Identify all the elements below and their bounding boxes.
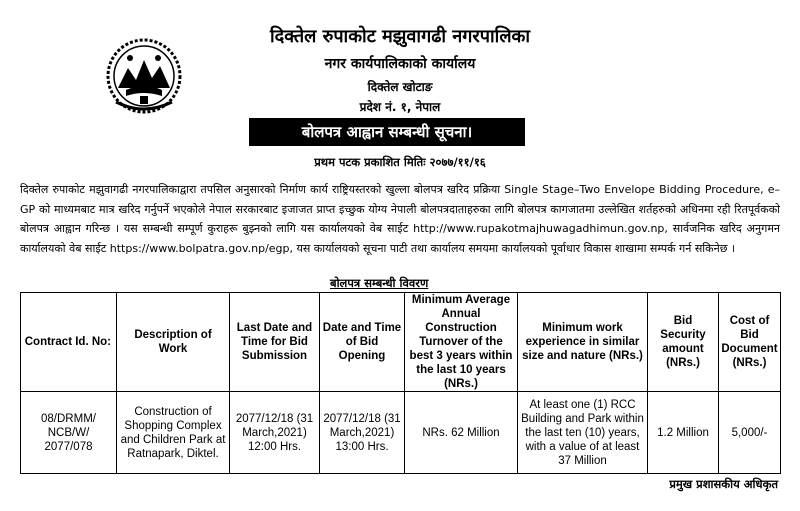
section-title: बोलपत्र सम्बन्धी विवरण <box>330 276 429 290</box>
header-bid-document-cost: Cost of Bid Document (NRs.) <box>719 293 781 392</box>
header-contract-id: Contract Id. No: <box>21 293 117 392</box>
header-description: Description of Work <box>117 293 230 392</box>
cell-opening-date: 2077/12/18 (31 March,2021) 13:00 Hrs. <box>320 392 405 474</box>
header-last-date: Last Date and Time for Bid Submission <box>230 293 320 392</box>
cell-work-experience: At least one (1) RCC Building and Park within the last ten (10) years, with a value of at least 37 Million <box>518 392 648 474</box>
office-location: दिक्तेल खोटाङ <box>367 80 433 94</box>
table-header-row <box>21 293 781 392</box>
cell-bid-document-cost: 5,000/- <box>719 392 781 474</box>
signature-title: प्रमुख प्रशासकीय अधिकृत <box>669 477 778 491</box>
municipality-name: दिक्तेल रुपाकोट मझुवागढी नगरपालिका <box>269 26 531 47</box>
header-turnover: Minimum Average Annual Construction Turnover of the best 3 years within the last 10 years (NRs.) <box>405 293 518 392</box>
notice-title: बोलपत्र आह्वान सम्बन्धी सूचना। <box>249 118 525 146</box>
cell-contract-id: 08/DRMM/ NCB/W/ 2077/078 <box>21 392 117 474</box>
header-bid-security: Bid Security amount (NRs.) <box>648 293 719 392</box>
cell-last-date: 2077/12/18 (31 March,2021) 12:00 Hrs. <box>230 392 320 474</box>
header-work-experience: Minimum work experience in similar size and nature (NRs.) <box>518 293 648 392</box>
notice-body: दिक्तेल रुपाकोट मझुवागढी नगरपालिकाद्वारा तपसिल अनुसारको निर्माण कार्य राष्ट्रियस्तरको खुल्ला बोलपत्र खरिद प्रक्रिया Single Stage–Two Envelope Bidding Procedure, e–GP को माध्यमबाट मात्र खरिद गर्नुपर्ने भएकोले नेपाल सरकारबाट इजाजत प्राप्त इच्छुक योग्य नेपाली बोलपत्रदाताहरुका लागि बोलपत्र कागजातमा उल्लेखित शर्तहरुको अधिनमा रही रितपूर्वकको बोलपत्र आह्वान गरिन्छ । यस सम्बन्धी सम्पूर्ण कुराहरू बुझ्नको लागि यस कार्यालयको वेब साईट http://www.rupakotmajhuwagadhimun.gov.np, सार्वजनिक खरिद अनुगमन कार्यालयको वेब साईट https://www.bolpatra.gov.np/egp, यस कार्यालयको सूचना पाटी तथा कार्यालय समयमा कार्यालयको पूर्वाधार विकास शाखामा सम्पर्क गर्न सकिनेछ । <box>20 183 780 255</box>
province-name: प्रदेश नं. १, नेपाल <box>359 100 441 114</box>
cell-description: Construction of Shopping Complex and Children Park at Ratnapark, Diktel. <box>117 392 230 474</box>
bid-details-table <box>20 292 781 474</box>
header-opening-date: Date and Time of Bid Opening <box>320 293 405 392</box>
cell-turnover: NRs. 62 Million <box>405 392 518 474</box>
cell-bid-security: 1.2 Million <box>648 392 719 474</box>
table-row <box>21 392 781 474</box>
published-date: प्रथम पटक प्रकाशित मितिः २०७७/११/१६ <box>314 155 486 169</box>
office-name: नगर कार्यपालिकाको कार्यालय <box>324 56 476 72</box>
